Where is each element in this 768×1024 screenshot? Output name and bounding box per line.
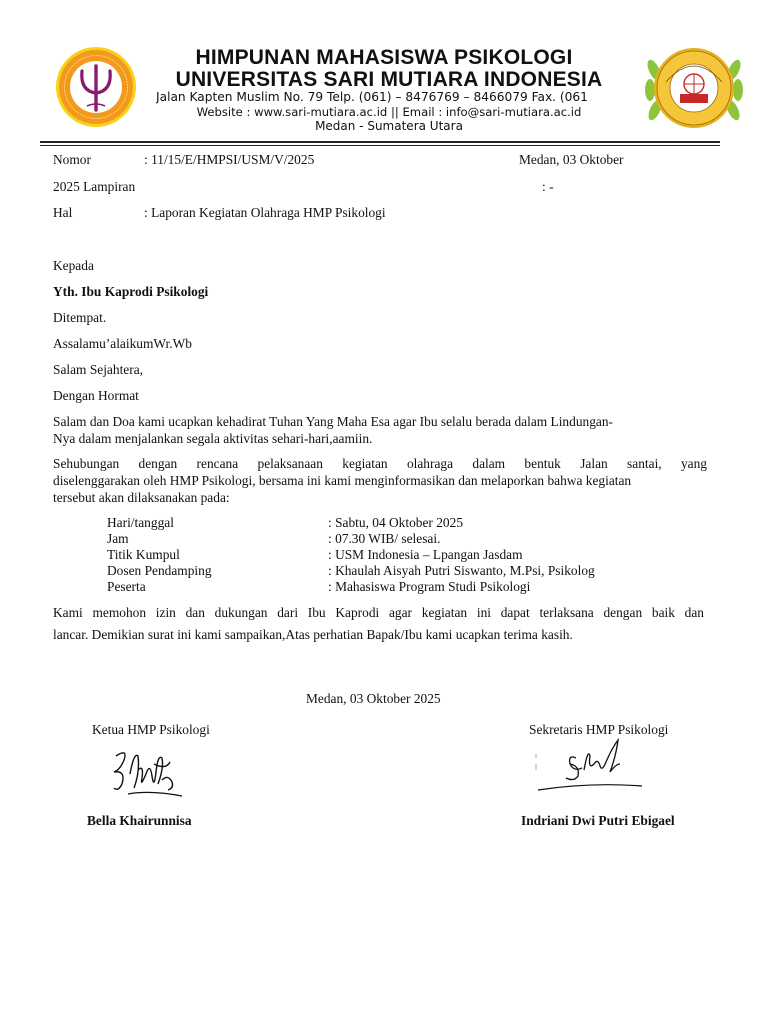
letterhead-divider-thick — [40, 141, 720, 143]
right-signature-image — [530, 734, 650, 798]
paragraph-1-line-1: Salam dan Doa kami ucapkan kehadirat Tuhan Yang Maha Esa agar Ibu selalu berada dalam Lindungan- — [53, 414, 614, 429]
right-signatory-title: Sekretaris HMP Psikologi — [529, 722, 669, 737]
recipient-name: Yth. Ibu Kaprodi Psikologi — [53, 284, 209, 299]
detail-label: Jam — [107, 531, 129, 546]
detail-label: Dosen Pendamping — [107, 563, 212, 578]
paragraph-2-line-3: tersebut akan dilaksanakan pada: — [53, 490, 230, 505]
letterhead-divider-thin — [40, 145, 720, 146]
paragraph-2-line-2: diselenggarakan oleh HMP Psikologi, bersama ini kami menginformasikan dan melaporkan bahwa kegiatan — [53, 473, 632, 488]
paragraph-2-line-1: Sehubungan dengan rencana pelaksanaan kegiatan olahraga dalam bentuk Jalan santai, yang — [53, 456, 707, 471]
hal-label: Hal — [53, 205, 73, 220]
letterhead-city: Medan - Sumatera Utara — [315, 119, 463, 133]
lampiran-value: : - — [542, 179, 554, 194]
detail-label: Peserta — [107, 579, 146, 594]
paragraph-1-line-2: Nya dalam menjalankan segala aktivitas sehari-hari,aamiin. — [53, 431, 373, 446]
letterhead-contact: Website : www.sari-mutiara.ac.id || Email : info@sari-mutiara.ac.id — [196, 105, 582, 119]
kepada-text: Kepada — [53, 258, 94, 273]
greeting-salam: Salam Sejahtera, — [53, 362, 143, 377]
nomor-value: : 11/15/E/HMPSI/USM/V/2025 — [144, 152, 315, 167]
detail-value: : Khaulah Aisyah Putri Siswanto, M.Psi, Psikolog — [328, 563, 595, 578]
greeting-assalamu: Assalamu’alaikumWr.Wb — [53, 336, 192, 351]
right-signatory-name: Indriani Dwi Putri Ebigael — [521, 813, 675, 828]
left-signature-image — [110, 744, 190, 802]
detail-label: Titik Kumpul — [107, 547, 180, 562]
detail-label: Hari/tanggal — [107, 515, 174, 530]
letterhead-address: Jalan Kapten Muslim No. 79 Telp. (061) – 8476769 – 8466079 Fax. (061 — [156, 90, 588, 104]
detail-value: : 07.30 WIB/ selesai. — [328, 531, 441, 546]
signature-place-date: Medan, 03 Oktober 2025 — [306, 691, 441, 706]
greeting-hormat: Dengan Hormat — [53, 388, 139, 403]
closing-line-2: lancar. Demikian surat ini kami sampaikan,Atas perhatian Bapak/Ibu kami ucapkan terima kasih. — [53, 627, 573, 642]
detail-value: : Mahasiswa Program Studi Psikologi — [328, 579, 531, 594]
left-signatory-title: Ketua HMP Psikologi — [92, 722, 210, 737]
detail-value: : Sabtu, 04 Oktober 2025 — [328, 515, 464, 530]
university-logo — [644, 40, 744, 136]
left-signatory-name: Bella Khairunnisa — [87, 813, 192, 828]
letter-date-top: Medan, 03 Oktober — [519, 152, 624, 167]
detail-value: : USM Indonesia – Lpangan Jasdam — [328, 547, 523, 562]
nomor-label: Nomor — [53, 152, 91, 167]
hal-value: : Laporan Kegiatan Olahraga HMP Psikologi — [144, 205, 386, 220]
closing-line-1: Kami memohon izin dan dukungan dari Ibu Kaprodi agar kegiatan ini dapat terlaksana dengan baik dan — [53, 605, 704, 620]
university-name: UNIVERSITAS SARI MUTIARA INDONESIA — [175, 68, 603, 91]
organization-name: HIMPUNAN MAHASISWA PSIKOLOGI — [195, 46, 573, 69]
lampiran-label: 2025 Lampiran — [53, 179, 136, 194]
ditempat-text: Ditempat. — [53, 310, 107, 325]
